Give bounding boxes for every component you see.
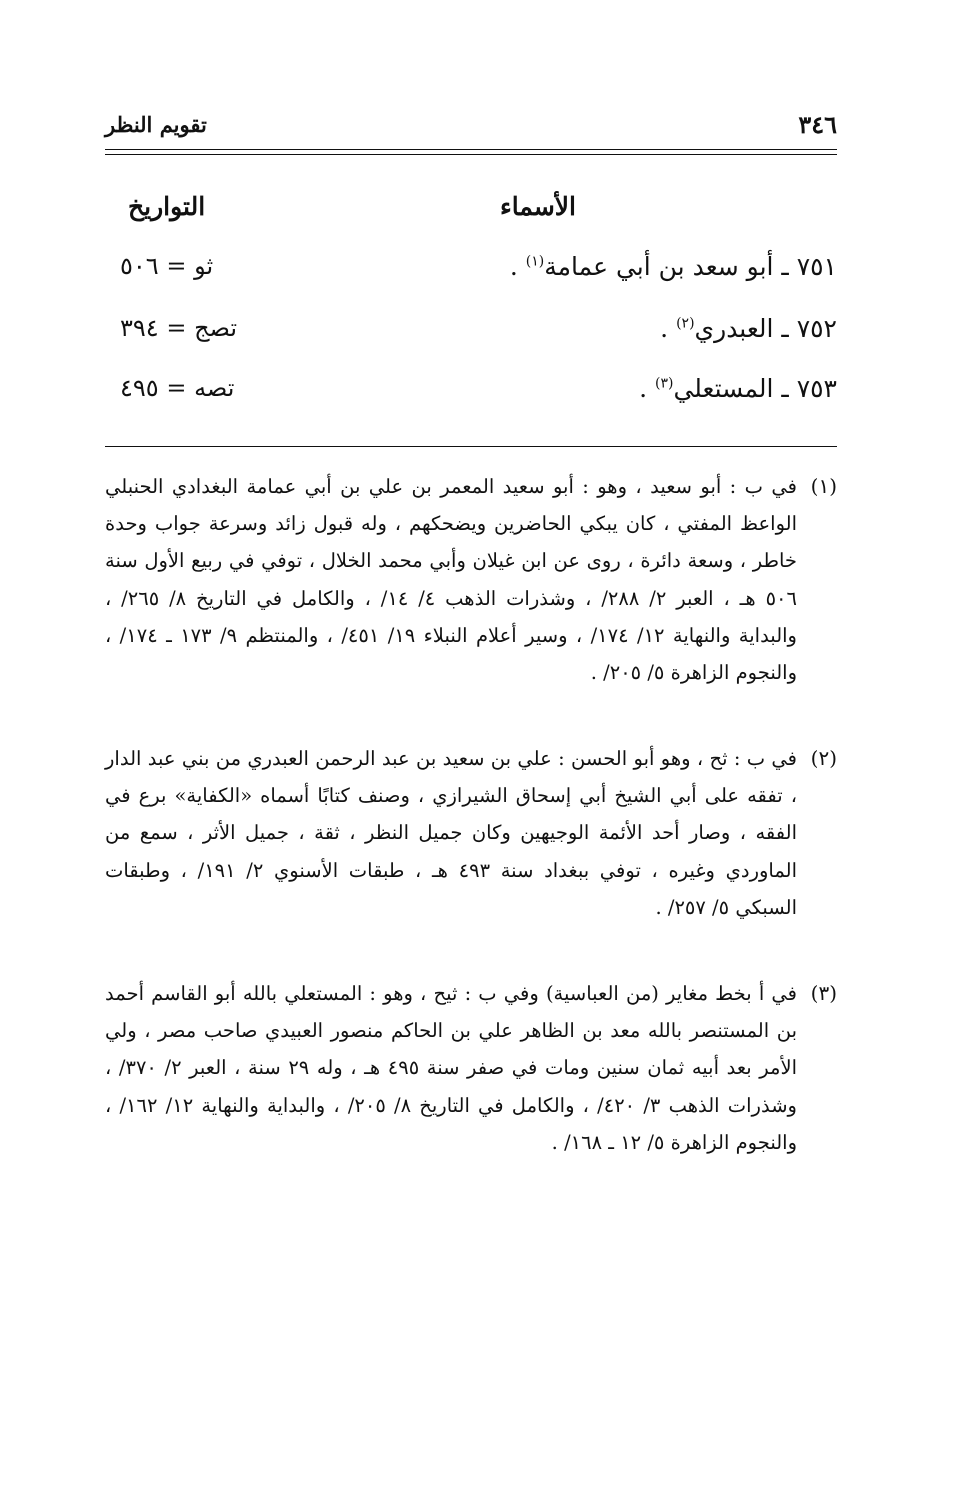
footnote-ref: (٣) xyxy=(654,375,674,392)
footnote-number: (١) xyxy=(810,474,837,498)
entry-name: ٧٥١ ـ أبو سعد بن أبي عمامة$^{(١)}$ . xyxy=(509,252,837,281)
footnote-number: (٣) xyxy=(810,981,837,1005)
running-title: تقويم النظر xyxy=(105,112,207,137)
page-header xyxy=(105,110,837,146)
entry-753 xyxy=(105,374,837,418)
names-column-heading: الأسماء xyxy=(500,192,576,221)
footnote-separator xyxy=(105,446,837,447)
entry-name: ٧٥٣ ـ المستعلي$^{(٣)}$ . xyxy=(639,374,837,403)
footnote-text: في ب : أبو سعيد ، وهو : أبو سعيد المعمر بن علي بن أبي عمامة البغدادي الحنبلي الواعظ المفتي ، كان يبكي الحاضرين ويضحكهم ، وله قبول زائد وسرعة جواب وحدة خاطر ، وسعة دائرة ، روى عن ابن غيلان وأبي محمد الخلال ، توفي في ربيع الأول سنة ٥٠٦ هـ ، العبر ٢/ ٢٨٨/ ، وشذرات الذهب ٤/ ١٤/ ، والكامل في التاريخ ٨/ ٢٦٥/ ، والبداية والنهاية ١٢/ ١٧٤/ ، وسير أعلام النبلاء ١٩/ ٤٥١/ ، والمنتظم ٩/ ١٧٣ ـ ١٧٤/ ، والنجوم الزاهرة ٥/ ٢٠٥/ . xyxy=(105,475,797,685)
footnote-number: (٢) xyxy=(810,746,837,770)
footnote-ref: (١) xyxy=(525,253,545,270)
entry-date: ثو = ٥٠٦ xyxy=(120,252,214,280)
header-rule-bottom xyxy=(105,154,837,155)
entry-date: تصه = ٤٩٥ xyxy=(120,374,235,402)
footnote-ref: (٢) xyxy=(676,315,695,332)
footnote-text: في أ بخط مغاير (من العباسية) وفي ب : ثيح ، وهو : المستعلي بالله أبو القاسم أحمد بن المستنصر بالله معد بن الظاهر علي بن الحاكم منصور العبيدي صاحب مصر ، ولي الأمر بعد أبيه ثمان سنين ومات في صفر سنة ٤٩٥ هـ ، وله ٢٩ سنة ، العبر ٢/ ٣٧٠/ ، وشذرات الذهب ٣/ ٤٢٠/ ، والكامل في التاريخ ٨/ ٢٠٥/ ، والبداية والنهاية ١٢/ ١٦٢/ ، والنجوم الزاهرة ٥/ ١٢ ـ ١٦٨/ . xyxy=(105,982,798,1154)
entry-name: ٧٥٢ ـ العبدري$^{(٢)}$ . xyxy=(660,314,837,343)
footnote-text: في ب : ثح ، وهو أبو الحسن : علي بن سعيد بن عبد الرحمن العبدري من بني عبد الدار ، تفقه على أبي الشيخ أبي إسحاق الشيرازي ، وصنف كتابًا أسماه «الكفاية» برع في الفقه ، وصار أحد الأئمة الوجيهين وكان جميل النظر ، ثقة ، جميل الأثر ، سمع من الماوردي وغيره ، توفي ببغداد سنة ٤٩٣ هـ ، طبقات الأسنوي ٢/ ١٩١/ ، وطبقات السبكي ٥/ ٢٥٧/ . xyxy=(105,747,797,919)
footnote-3 xyxy=(105,975,837,1161)
footnote-1 xyxy=(105,468,837,691)
dates-column-heading: التواريخ xyxy=(128,192,206,221)
entry-751 xyxy=(105,252,837,296)
footnote-2 xyxy=(105,740,837,926)
page-number: ٣٤٦ xyxy=(798,110,837,139)
entry-752 xyxy=(105,314,837,358)
entry-date: تصج = ٣٩٤ xyxy=(120,314,238,342)
header-rule-top xyxy=(105,149,837,150)
